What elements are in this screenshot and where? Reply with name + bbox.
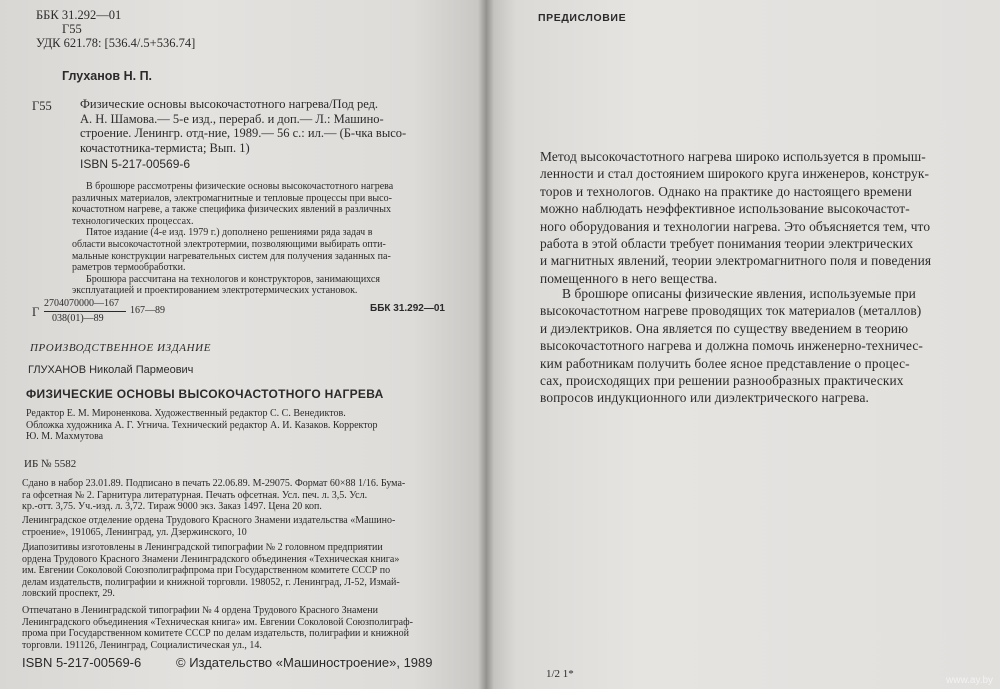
credits-line: Редактор Е. М. Мироненкова. Художественный редактор С. С. Венедиктов. [26, 408, 346, 419]
bib-line: кочастотника-термиста; Вып. 1) [80, 140, 250, 155]
edition-type: ПРОИЗВОДСТВЕННОЕ ИЗДАНИЕ [30, 342, 212, 354]
credits-line: Обложка художника А. Г. Угнича. Технический редактор А. И. Казаков. Корректор [26, 419, 378, 431]
abstract [72, 181, 394, 297]
abstract-line: Брошюра рассчитана на технологов и конструкторов, занимающихся [86, 273, 380, 285]
print-info [22, 478, 405, 513]
abstract-line: эксплуатацией и проектированием электротермических установок. [72, 285, 358, 297]
publisher-line: Ленинградское отделение ордена Трудового Красного Знамени издательства «Машино- [22, 515, 396, 526]
isbn-top: ISBN 5-217-00569-6 [80, 157, 191, 171]
diapositive-line: Диапозитивы изготовлены в Ленинградской типографии № 2 головном предприятии [22, 542, 383, 553]
bib-line: строение. Ленингр. отд-ние, 1989.— 56 с.: ил.— (Б-чка высо- [80, 126, 407, 141]
print-line: га офсетная № 2. Гарнитура литературная. Печать офсетная. Усл. печ. л. 3,5. Усл. [22, 489, 368, 501]
signature-mark: 1/2 1* [546, 668, 574, 680]
paragraph-line: высокочастотного нагрева и должна помочь инженерно-техничес- [540, 338, 923, 354]
bibliographic-entry [80, 97, 406, 155]
udk-code: УДК 621.78: [536.4/.5+536.74] [36, 36, 196, 50]
abstract-line: различных материалов, электромагнитные и тепловые процессы при высо- [72, 192, 392, 204]
print-line: Сдано в набор 23.01.89. Подписано в печать 22.06.89. М-29075. Формат 60×88 1/16. Бума- [22, 478, 406, 489]
bbk-code: ББК 31.292—01 [36, 8, 122, 22]
ib-number: ИБ № 5582 [24, 458, 77, 470]
author-full-name: ГЛУХАНОВ Николай Пармеович [28, 364, 194, 376]
paragraph-line: можно наблюдать неэффективное использование высокочастот- [540, 201, 910, 217]
printed-line: Отпечатано в Ленинградской типографии № 4 ордена Трудового Красного Знамени [22, 605, 378, 616]
fraction-numerator: 2704070000—167 [44, 298, 119, 309]
bbk-bottom: ББК 31.292—01 [370, 303, 445, 314]
print-line: кр.-отт. 3,75. Уч.-изд. л. 3,72. Тираж 9000 экз. Заказ 1497. Цена 20 коп. [22, 501, 322, 513]
paragraph-line: вопросов индукционного или диэлектрического нагрева. [540, 390, 869, 406]
credits-line: Ю. М. Махмутова [26, 431, 104, 443]
fraction-prefix: Г [32, 305, 40, 319]
abstract-line: раметров термообработки. [72, 262, 186, 274]
paragraph-line: работа в этой области требует понимания теории электрических [540, 236, 914, 252]
index-code: Г55 [32, 99, 52, 113]
abstract-line: области высокочастотной электротермии, позволяющими выбирать опти- [72, 238, 386, 250]
paragraph-line: В брошюре описаны физические явления, используемые при [562, 286, 916, 301]
abstract-line: технологических процессах. [72, 215, 194, 227]
book-title: ФИЗИЧЕСКИЕ ОСНОВЫ ВЫСОКОЧАСТОТНОГО НАГРЕВА [26, 387, 384, 401]
editors-credits [26, 408, 378, 443]
isbn-bottom: ISBN 5-217-00569-6 [22, 655, 142, 670]
diapositive-line: делам издательств, полиграфии и книжной торговли. 198052, г. Ленинград, Л-52, Измай- [22, 576, 400, 588]
left-page [0, 0, 486, 689]
diapositive-line: ловский проспект, 29. [22, 588, 115, 600]
index-code-top: Г55 [62, 22, 82, 36]
fraction-suffix: 167—89 [130, 305, 165, 316]
printed-line: Ленинградского объединения «Техническая книга» им. Евгении Соколовой Союзполиграф- [22, 616, 413, 628]
diapositive-info [22, 542, 400, 600]
abstract-line: мальные конструкции нагревательных систем для получения заданных па- [72, 250, 391, 262]
fraction-denominator: 038(01)—89 [52, 313, 104, 324]
abstract-line: В брошюре рассмотрены физические основы высокочастотного нагрева [86, 181, 394, 192]
diapositive-line: им. Евгении Соколовой Союзполиграфпрома при Государственном комитете СССР по [22, 565, 391, 577]
paragraph-line: ного оборудования и технологии нагрева. Это объясняется тем, что [540, 218, 931, 234]
abstract-line: кочастотном нагреве, а также специфика физических явлений в различных [72, 204, 391, 216]
watermark-text: www.ay.by [946, 675, 994, 686]
paragraph-line: и магнитных явлений, теории электромагнитного поля и поведения [540, 253, 932, 269]
paragraph-line: сах, происходящих при решении разнообразных практических [540, 373, 904, 389]
publisher-line: строение», 191065, Ленинград, ул. Дзержинского, 10 [22, 526, 247, 538]
copyright-line: © Издательство «Машиностроение», 1989 [176, 655, 433, 670]
paragraph-line: высокочастотном нагреве проводящих ток материалов (металлов) [540, 303, 922, 319]
paragraph-line: Метод высокочастотного нагрева широко используется в промыш- [540, 149, 926, 164]
right-page [486, 0, 1000, 689]
publisher-info [22, 515, 395, 538]
book-gutter [478, 0, 494, 689]
paragraph-line: помещенного в него вещества. [540, 270, 718, 286]
bib-line: А. Н. Шамова.— 5-е изд., перераб. и доп.— Л.: Машино- [80, 111, 384, 126]
fraction-bar [44, 311, 126, 312]
paragraph-line: и диэлектриков. Она является по существу введением в теорию [540, 320, 909, 336]
diapositive-line: ордена Трудового Красного Знамени Ленинградского объединения «Техническая книга» [22, 553, 400, 565]
printing-house-info [22, 605, 413, 651]
author-short: Глуханов Н. П. [62, 69, 153, 83]
bib-line: Физические основы высокочастотного нагрева/Под ред. [80, 97, 379, 111]
preface-paragraph-2 [540, 285, 923, 407]
preface-paragraph-1 [540, 148, 931, 287]
printed-line: прома при Государственном комитете СССР по делам издательств, полиграфии и книжной [22, 628, 409, 640]
paragraph-line: ленности и стал достоянием широкого круга инженеров, конструк- [540, 166, 930, 182]
abstract-line: Пятое издание (4-е изд. 1979 г.) дополнено решениями ряда задач в [86, 227, 373, 239]
paragraph-line: торов и технологов. Однако на практике до настоящего времени [540, 183, 912, 199]
paragraph-line: ким работникам получить более ясное представление о процес- [540, 355, 910, 371]
printed-line: торговли. 191126, Ленинград, Социалистическая ул., 14. [22, 639, 262, 651]
preface-heading: ПРЕДИСЛОВИЕ [538, 12, 627, 24]
